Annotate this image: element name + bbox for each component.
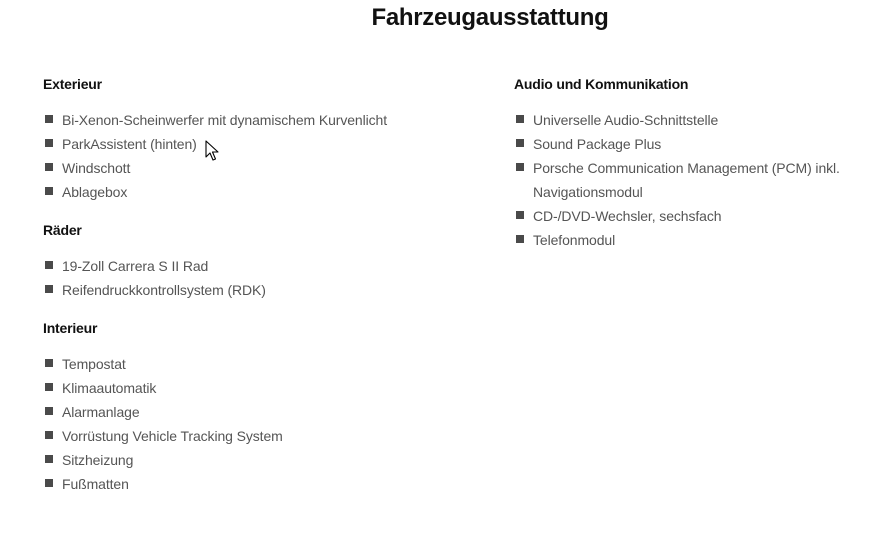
list-item-label: Alarmanlage <box>62 404 140 420</box>
section-exterieur <box>43 74 483 204</box>
section-heading: Exterieur <box>43 76 102 92</box>
list-item <box>43 400 483 424</box>
list-item <box>43 472 483 496</box>
list-item-label: Reifendruckkontrollsystem (RDK) <box>62 282 266 298</box>
list-item-label: Fußmatten <box>62 476 129 492</box>
square-bullet-icon <box>45 187 53 195</box>
section-heading: Audio und Kommunikation <box>514 76 689 92</box>
list-item-label: Klimaautomatik <box>62 380 157 396</box>
list-item <box>43 180 483 204</box>
square-bullet-icon <box>45 139 53 147</box>
section-audio-kommunikation <box>514 74 874 252</box>
section-raeder <box>43 220 483 302</box>
mouse-pointer-icon <box>205 140 219 162</box>
square-bullet-icon <box>45 285 53 293</box>
square-bullet-icon <box>45 407 53 415</box>
list-item <box>514 108 874 132</box>
feature-list <box>514 108 874 252</box>
square-bullet-icon <box>45 163 53 171</box>
list-item-label: Bi-Xenon-Scheinwerfer mit dynamischem Kurvenlicht <box>62 112 388 128</box>
square-bullet-icon <box>45 431 53 439</box>
list-item <box>514 132 874 156</box>
list-item-label: CD-/DVD-Wechsler, sechsfach <box>533 208 722 224</box>
feature-list <box>43 352 483 496</box>
feature-list <box>43 254 483 302</box>
section-heading: Räder <box>43 222 82 238</box>
square-bullet-icon <box>516 211 524 219</box>
list-item <box>43 254 483 278</box>
list-item-label: Vorrüstung Vehicle Tracking System <box>62 428 283 444</box>
list-item-label: Porsche Communication Management (PCM) inkl. Navigationsmodul <box>533 160 840 200</box>
square-bullet-icon <box>45 455 53 463</box>
square-bullet-icon <box>45 359 53 367</box>
square-bullet-icon <box>45 383 53 391</box>
list-item-label: Tempostat <box>62 356 126 372</box>
list-item-label: Sound Package Plus <box>533 136 662 152</box>
list-item-label: ParkAssistent (hinten) <box>62 136 197 152</box>
list-item <box>43 156 483 180</box>
left-column <box>43 74 483 512</box>
square-bullet-icon <box>516 163 524 171</box>
square-bullet-icon <box>516 235 524 243</box>
list-item <box>43 376 483 400</box>
right-column <box>514 74 874 268</box>
square-bullet-icon <box>45 115 53 123</box>
list-item-label: Ablagebox <box>62 184 128 200</box>
list-item <box>43 132 483 156</box>
page-title: Fahrzeugausstattung <box>371 4 609 31</box>
list-item-label: 19-Zoll Carrera S II Rad <box>62 258 209 274</box>
square-bullet-icon <box>516 139 524 147</box>
list-item <box>43 108 483 132</box>
list-item <box>43 352 483 376</box>
list-item-label: Universelle Audio-Schnittstelle <box>533 112 719 128</box>
square-bullet-icon <box>45 261 53 269</box>
list-item <box>514 156 874 204</box>
list-item-label: Windschott <box>62 160 131 176</box>
list-item-label: Sitzheizung <box>62 452 134 468</box>
list-item <box>514 204 874 228</box>
square-bullet-icon <box>45 479 53 487</box>
list-item <box>43 424 483 448</box>
section-heading: Interieur <box>43 320 98 336</box>
square-bullet-icon <box>516 115 524 123</box>
list-item <box>43 278 483 302</box>
list-item <box>514 228 874 252</box>
list-item <box>43 448 483 472</box>
feature-list <box>43 108 483 204</box>
section-interieur <box>43 318 483 496</box>
list-item-label: Telefonmodul <box>533 232 616 248</box>
